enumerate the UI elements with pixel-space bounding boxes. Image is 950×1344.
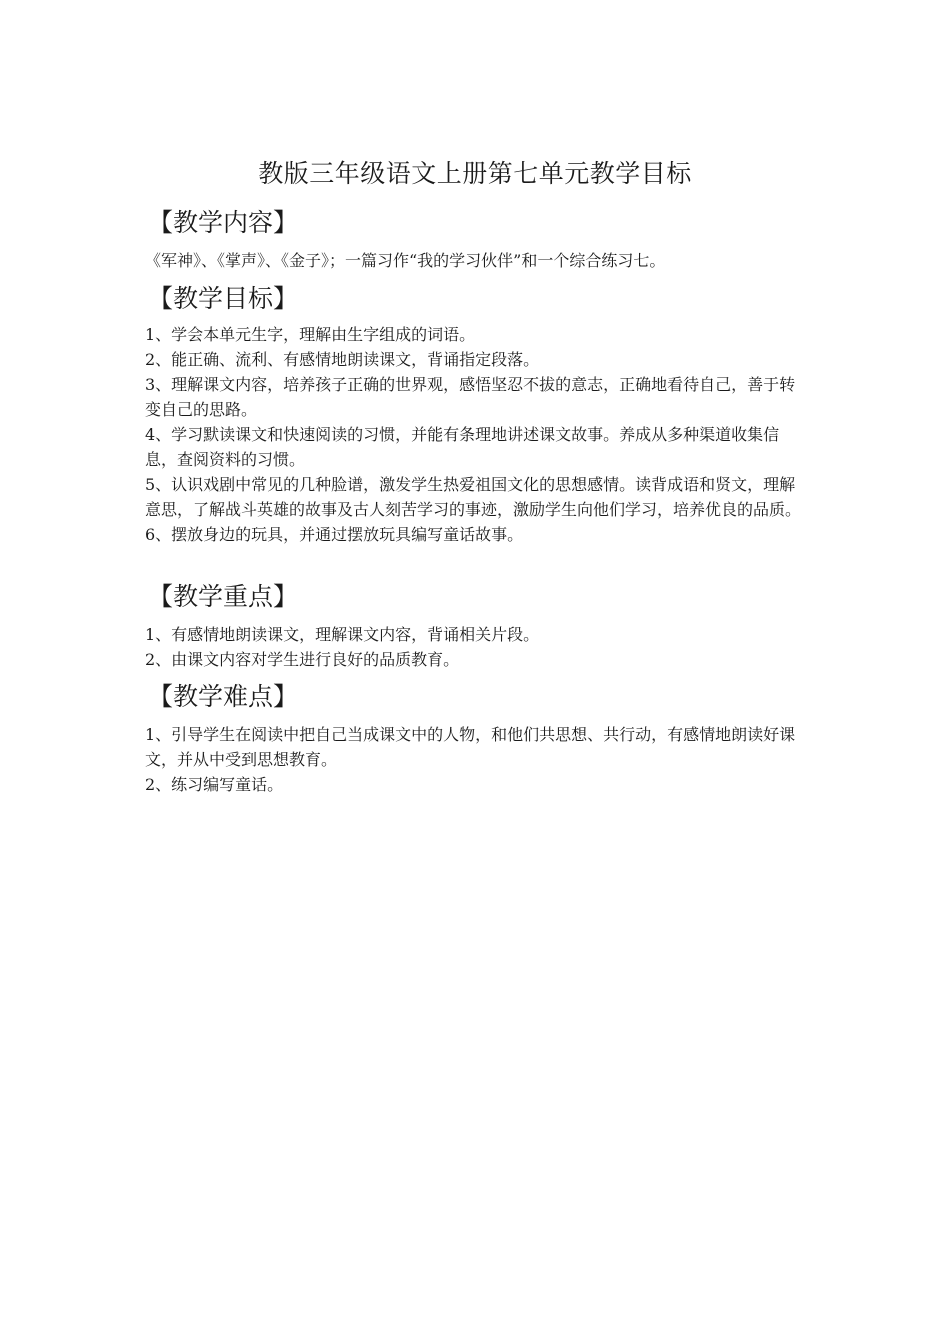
list-item: 2、练习编写童话。 xyxy=(145,775,284,794)
section-body-content xyxy=(145,248,810,273)
section-body-difficulties xyxy=(145,722,810,797)
document-title: 教版三年级语文上册第七单元教学目标 xyxy=(258,159,692,188)
list-item: 1、引导学生在阅读中把自己当成课文中的人物，和他们共思想、共行动，有感情地朗读好课文，并从中受到思想教育。 xyxy=(145,725,796,769)
list-item: 5、认识戏剧中常见的几种脸谱，激发学生热爱祖国文化的思想感情。读背成语和贤文，理解意思，了解战斗英雄的故事及古人刻苦学习的事迹，激励学生向他们学习，培养优良的品质。 xyxy=(145,475,802,519)
section-body-key-points xyxy=(145,622,810,672)
list-item: 1、有感情地朗读课文，理解课文内容，背诵相关片段。 xyxy=(145,625,540,644)
list-item: 2、能正确、流利、有感情地朗读课文，背诵指定段落。 xyxy=(145,350,540,369)
list-item: 4、学习默读课文和快速阅读的习惯，并能有条理地讲述课文故事。养成从多种渠道收集信息，查阅资料的习惯。 xyxy=(145,425,780,469)
section-heading-key-points: 【教学重点】 xyxy=(148,582,299,611)
section-heading-difficulties: 【教学难点】 xyxy=(148,682,299,711)
section-body-objectives xyxy=(145,322,810,547)
list-item: 2、由课文内容对学生进行良好的品质教育。 xyxy=(145,650,460,669)
list-item: 1、学会本单元生字，理解由生字组成的词语。 xyxy=(145,325,476,344)
paragraph: 《军神》、《掌声》、《金子》；一篇习作“我的学习伙伴”和一个综合练习七。 xyxy=(145,251,666,270)
list-item: 3、理解课文内容，培养孩子正确的世界观，感悟坚忍不拔的意志，正确地看待自己，善于转变自己的思路。 xyxy=(145,375,796,419)
section-heading-content: 【教学内容】 xyxy=(148,208,299,237)
list-item: 6、摆放身边的玩具，并通过摆放玩具编写童话故事。 xyxy=(145,525,524,544)
section-heading-objectives: 【教学目标】 xyxy=(148,284,299,313)
